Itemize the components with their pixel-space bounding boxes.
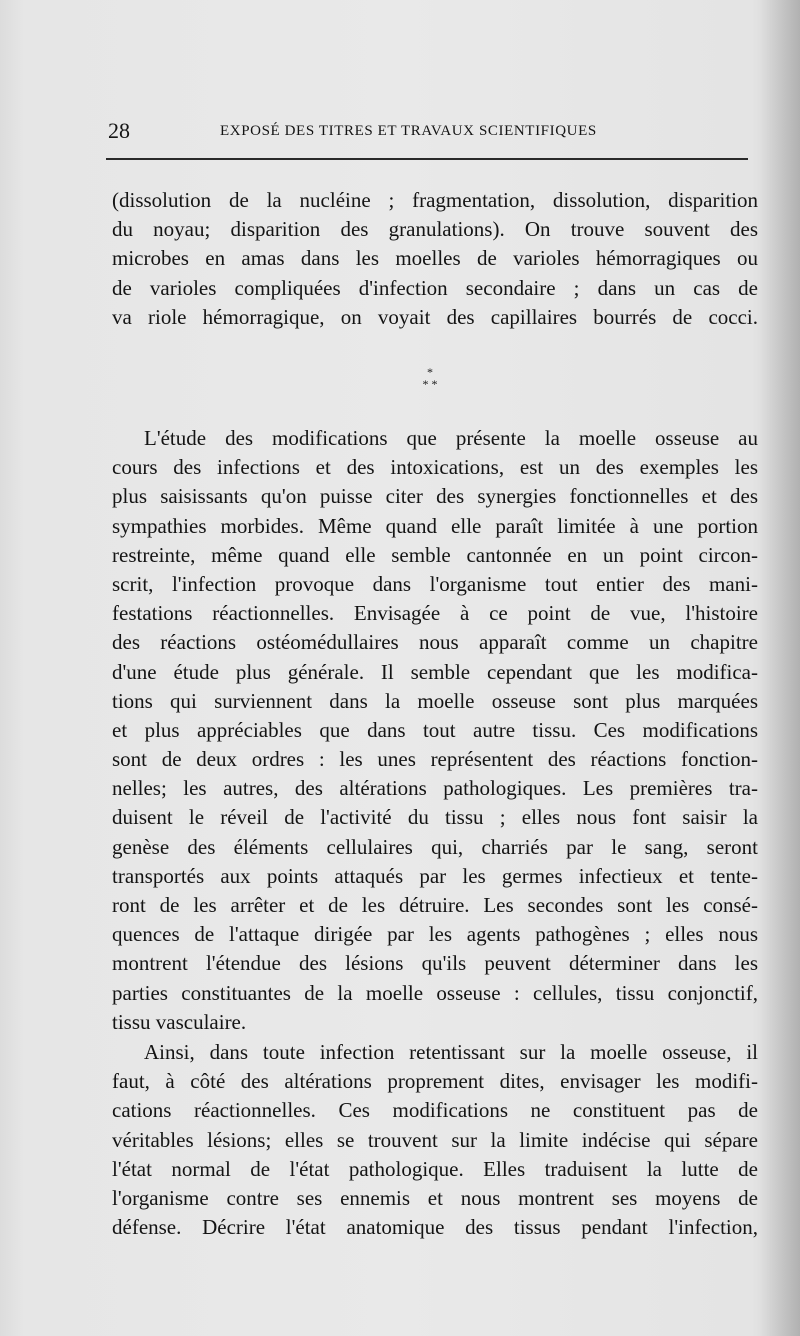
asterism-top: *: [427, 365, 433, 379]
running-title: EXPOSÉ DES TITRES ET TRAVAUX SCIENTIFIQUES: [220, 123, 597, 139]
page-number: 28: [108, 118, 130, 143]
text-line: L'étude des modifications que présente la moelle osseuse au: [144, 426, 758, 450]
text-line: microbes en amas dans les moelles de varioles hémorragiques ou: [112, 246, 758, 271]
section-asterism: [410, 366, 450, 396]
text-line: transportés aux points attaqués par les germes infectieux et tente-: [112, 863, 758, 888]
text-line: cours des infections et des intoxications, est un des exemples les: [112, 455, 758, 480]
paragraph-3: [112, 1038, 758, 1242]
text-line: genèse des éléments cellulaires qui, charriés par le sang, seront: [112, 834, 758, 859]
text-line: (dissolution de la nucléine ; fragmentation, dissolution, disparition: [112, 188, 758, 212]
text-line: sont de deux ordres : les unes représentent des réactions fonction-: [112, 747, 758, 772]
text-line: défense. Décrire l'état anatomique des tissus pendant l'infection,: [112, 1215, 758, 1240]
text-line: l'organisme contre ses ennemis et nous montrent ses moyens de: [112, 1185, 758, 1210]
text-line: va riole hémorragique, on voyait des capillaires bourrés de cocci.: [112, 304, 758, 329]
text-line: festations réactionnelles. Envisagée à ce point de vue, l'histoire: [112, 601, 758, 626]
text-line: tions qui surviennent dans la moelle osseuse sont plus marquées: [112, 688, 758, 713]
page-header: [108, 116, 756, 146]
text-line: duisent le réveil de l'activité du tissu ; elles nous font saisir la: [112, 805, 758, 830]
header-rule: [106, 158, 748, 160]
text-line: véritables lésions; elles se trouvent sur la limite indécise qui sépare: [112, 1127, 758, 1152]
text-line: de varioles compliquées d'infection secondaire ; dans un cas de: [112, 275, 758, 300]
text-line: Ainsi, dans toute infection retentissant sur la moelle osseuse, il: [144, 1040, 758, 1064]
text-line: scrit, l'infection provoque dans l'organisme tout entier des mani-: [112, 571, 758, 596]
text-line: tissu vasculaire.: [112, 1009, 247, 1034]
text-line: faut, à côté des altérations proprement dites, envisager les modifi-: [112, 1069, 758, 1094]
text-line: d'une étude plus générale. Il semble cependant que les modifica-: [112, 659, 758, 684]
paragraph-1: [112, 186, 758, 332]
paragraph-2: [112, 424, 758, 1037]
text-line: nelles; les autres, des altérations pathologiques. Les premières tra-: [112, 776, 758, 801]
text-line: du noyau; disparition des granulations). On trouve souvent des: [112, 217, 758, 242]
text-line: cations réactionnelles. Ces modifications ne constituent pas de: [112, 1098, 758, 1123]
text-line: plus saisissants qu'on puisse citer des synergies fonctionnelles et des: [112, 484, 758, 509]
text-line: sympathies morbides. Même quand elle paraît limitée à une portion: [112, 513, 758, 538]
text-line: restreinte, même quand elle semble cantonnée en un point circon-: [112, 542, 758, 567]
text-line: des réactions ostéomédullaires nous apparaît comme un chapitre: [112, 630, 758, 655]
text-line: quences de l'attaque dirigée par les agents pathogènes ; elles nous: [112, 922, 758, 947]
asterism-bottom: * *: [422, 377, 438, 391]
text-line: montrent l'étendue des lésions qu'ils peuvent déterminer dans les: [112, 951, 758, 976]
text-line: parties constituantes de la moelle osseuse : cellules, tissu conjonctif,: [112, 980, 758, 1005]
text-line: ront de les arrêter et de les détruire. Les secondes sont les consé-: [112, 893, 758, 917]
page-edge-shadow: [760, 0, 800, 1336]
text-line: l'état normal de l'état pathologique. Elles traduisent la lutte de: [112, 1156, 758, 1181]
text-line: et plus appréciables que dans tout autre tissu. Ces modifications: [112, 717, 758, 742]
